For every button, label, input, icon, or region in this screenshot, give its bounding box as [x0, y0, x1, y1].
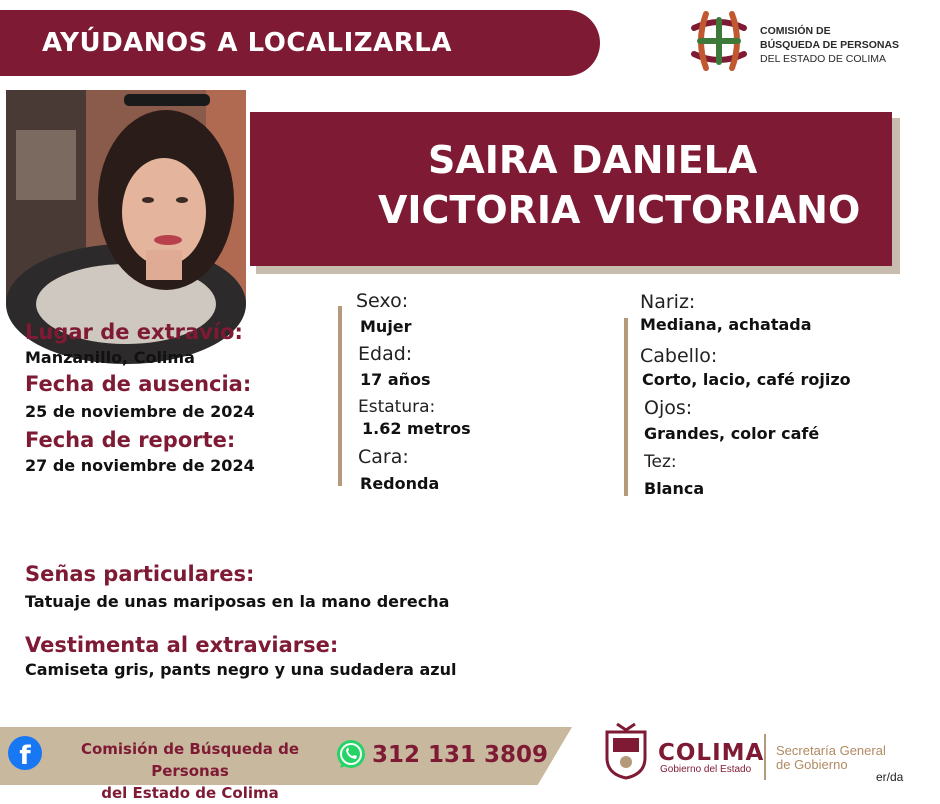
- colima-subtitle: Gobierno del Estado: [660, 764, 752, 775]
- commission-logo: [684, 6, 754, 76]
- tez-label: Tez:: [644, 452, 677, 472]
- cabello-value: Corto, lacio, café rojizo: [642, 370, 851, 389]
- footer-org: Comisión de Búsqueda de Personas del Estado de Colima: [80, 740, 300, 802]
- middle-divider: [338, 306, 342, 486]
- vestimenta-value: Camiseta gris, pants negro y una sudadera azul: [25, 660, 457, 679]
- colima-shield-icon: [603, 722, 649, 780]
- person-photo: [6, 90, 246, 304]
- sexo-value: Mujer: [360, 317, 412, 336]
- lugar-label: Lugar de extravío:: [25, 320, 243, 344]
- footer-divider: [764, 734, 766, 780]
- ausencia-label: Fecha de ausencia:: [25, 372, 252, 396]
- nariz-label: Nariz:: [640, 291, 696, 313]
- nariz-value: Mediana, achatada: [640, 315, 812, 334]
- right-divider: [624, 318, 628, 496]
- cara-label: Cara:: [358, 446, 409, 468]
- ojos-label: Ojos:: [644, 397, 693, 419]
- credit-text: er/da: [876, 770, 904, 784]
- reporte-value: 27 de noviembre de 2024: [25, 456, 255, 475]
- ojos-value: Grandes, color café: [644, 424, 820, 443]
- cabello-label: Cabello:: [640, 345, 718, 367]
- sexo-label: Sexo:: [356, 290, 409, 312]
- org-name: COMISIÓN DE BÚSQUEDA DE PERSONAS DEL ESTADO DE COLIMA: [760, 25, 900, 65]
- person-last-name: VICTORIA VICTORIANO: [378, 188, 861, 232]
- secretaria-general: Secretaría General de Gobierno: [776, 743, 886, 772]
- tez-value: Blanca: [644, 479, 705, 498]
- reporte-label: Fecha de reporte:: [25, 428, 236, 452]
- estatura-label: Estatura:: [358, 397, 436, 417]
- senas-label: Señas particulares:: [25, 562, 255, 586]
- whatsapp-icon[interactable]: [334, 738, 368, 772]
- lugar-value: Manzanillo, Colima: [25, 348, 195, 367]
- phone-number[interactable]: 312 131 3809: [372, 742, 549, 768]
- person-first-name: SAIRA DANIELA: [428, 138, 758, 182]
- colima-wordmark: COLIMA: [658, 740, 765, 766]
- facebook-glyph: f: [19, 741, 31, 771]
- edad-value: 17 años: [360, 370, 431, 389]
- ausencia-value: 25 de noviembre de 2024: [25, 402, 255, 421]
- senas-value: Tatuaje de unas mariposas en la mano derecha: [25, 592, 450, 611]
- edad-label: Edad:: [358, 343, 413, 365]
- banner-title: AYÚDANOS A LOCALIZARLA: [42, 28, 452, 58]
- vestimenta-label: Vestimenta al extraviarse:: [25, 633, 339, 657]
- estatura-value: 1.62 metros: [362, 419, 471, 438]
- cara-value: Redonda: [360, 474, 440, 493]
